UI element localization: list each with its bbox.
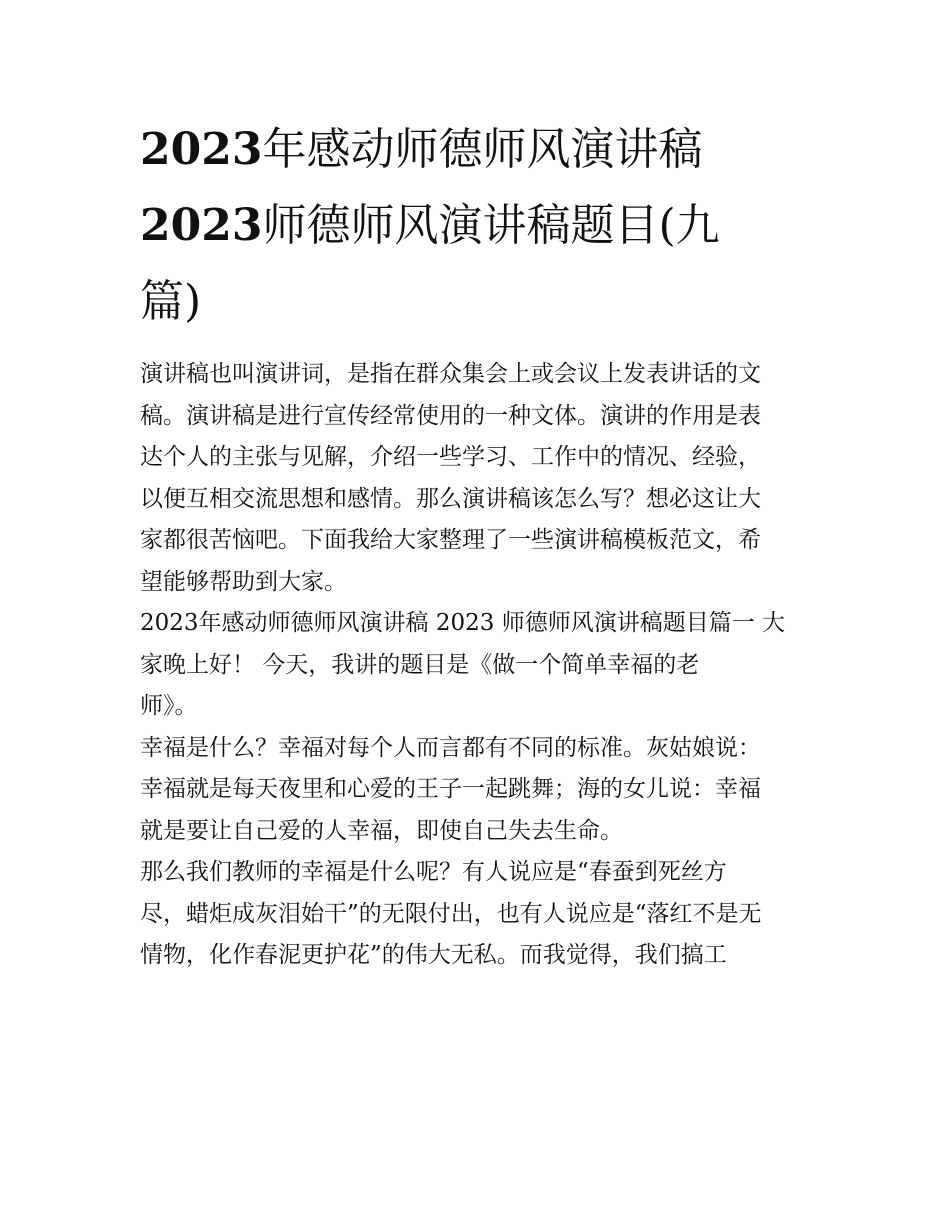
text-line: 达个人的主张与见解，介绍一些学习、工作中的情况、经验， xyxy=(140,444,761,470)
document-title xyxy=(140,112,812,340)
text-line: 幸福是什么？幸福对每个人而言都有不同的标准。灰姑娘说： xyxy=(140,734,761,761)
text-line: 师》。 xyxy=(140,693,198,719)
text-line: 演讲稿也叫演讲词，是指在群众集会上或会议上发表讲话的文 xyxy=(140,361,761,387)
text-line: 幸福就是每天夜里和心爱的王子一起跳舞；海的女儿说：幸福 xyxy=(140,776,761,802)
section-one-paragraph xyxy=(140,603,812,728)
text-line: 情物，化作春泥更护花”的伟大无私。而我觉得，我们搞工 xyxy=(140,942,727,968)
document-content xyxy=(140,112,812,977)
title-text: 篇) xyxy=(140,276,202,327)
title-text: 年感动师德师风演讲稿 xyxy=(262,124,703,175)
title-year: 2023 xyxy=(140,124,263,175)
title-line xyxy=(140,188,812,264)
text-line: 那么我们教师的幸福是什么呢？有人说应是“春蚕到死丝方 xyxy=(140,859,727,885)
title-year: 2023 xyxy=(140,200,263,251)
intro-paragraph xyxy=(140,354,812,603)
title-line xyxy=(140,112,812,188)
text-line: 以便互相交流思想和感情。那么演讲稿该怎么写？想必这让大 xyxy=(140,485,761,512)
title-line xyxy=(140,264,812,340)
text-line: 就是要让自己爱的人幸福，即使自己失去生命。 xyxy=(140,817,623,844)
teacher-happiness-paragraph xyxy=(140,852,812,977)
text-line: 2023年感动师德师风演讲稿 2023 师德师风演讲稿题目篇一 大 xyxy=(140,610,785,636)
text-line: 家都很苦恼吧。下面我给大家整理了一些演讲稿模板范文，希 xyxy=(140,527,761,553)
text-line: 稿。演讲稿是进行宣传经常使用的一种文体。演讲的作用是表 xyxy=(140,402,761,429)
text-line: 望能够帮助到大家。 xyxy=(140,568,347,595)
happiness-paragraph xyxy=(140,728,812,853)
text-line: 家晚上好！ 今天，我讲的题目是《做一个简单幸福的老 xyxy=(140,651,700,678)
title-text: 师德师风演讲稿题目(九 xyxy=(262,200,720,251)
text-line: 尽，蜡炬成灰泪始干”的无限付出，也有人说应是“落红不是无 xyxy=(140,900,762,927)
